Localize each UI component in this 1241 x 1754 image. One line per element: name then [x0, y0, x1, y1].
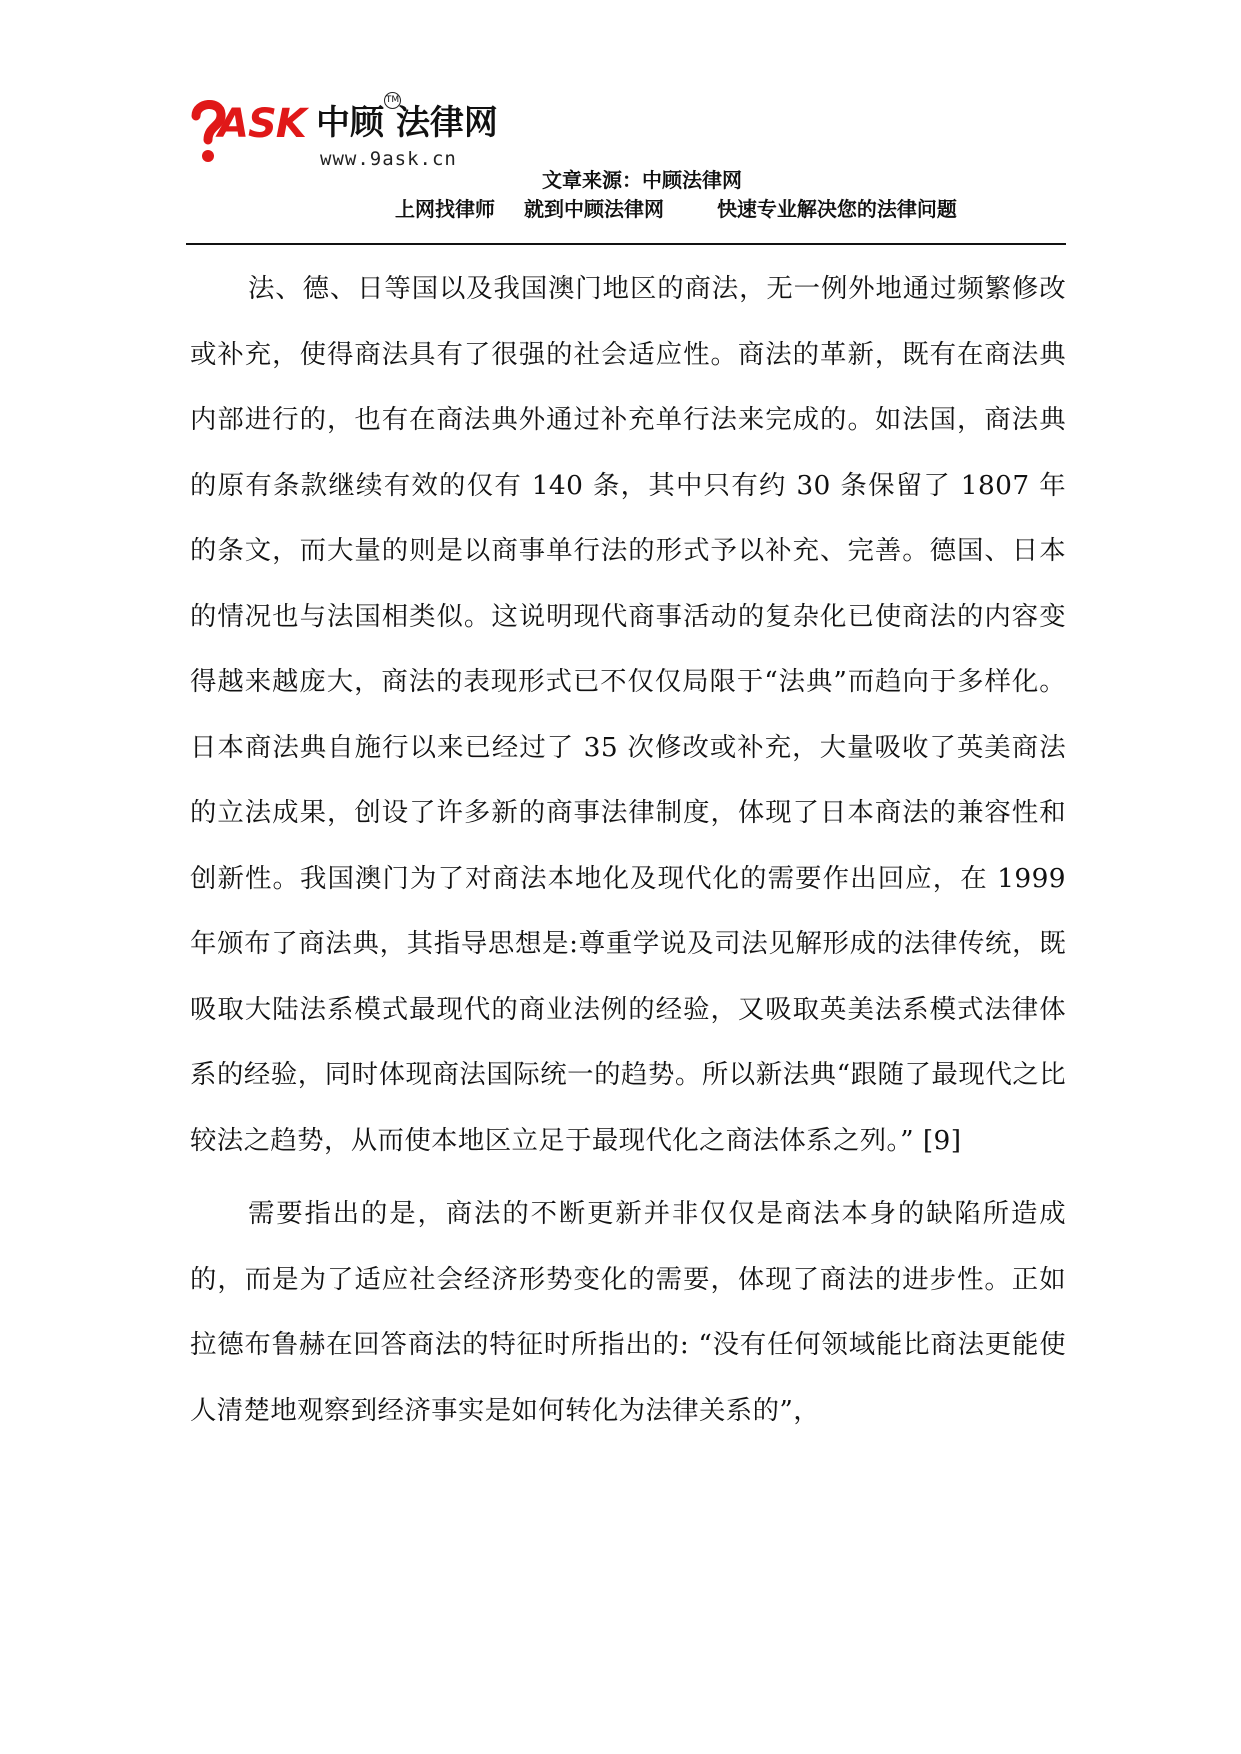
page-header: [0, 0, 1241, 250]
logo-url: www.9ask.cn: [320, 148, 457, 170]
article-source: 文章来源：中顾法律网: [542, 168, 742, 192]
logo-brand-chinese: 中顾 法律网: [316, 103, 498, 143]
site-slogan: [395, 193, 957, 222]
slogan-part-2: 就到中顾法律网: [523, 197, 664, 221]
body-paragraph: 法、德、日等国以及我国澳门地区的商法，无一例外地通过频繁修改或补充，使得商法具有了很强的社会适应性。商法的革新，既有在商法典内部进行的，也有在商法典外通过补充单行法来完成的。如法国，商法典的原有条款继续有效的仅有 140 条，其中只有约 30 条保留了 1807 年的条文，而大量的则是以商事单行法的形式予以补充、完善。德国、日本的情况也与法国相类似。这说明现代商事活动的复杂化已使商法的内容变得越来越庞大，商法的表现形式已不仅仅局限于“法典”而趋向于多样化。日本商法典自施行以来已经过了 35 次修改或补充，大量吸收了英美商法的立法成果，创设了许多新的商事法律制度，体现了日本商法的兼容性和创新性。我国澳门为了对商法本地化及现代化的需要作出回应，在 1999 年颁布了商法典，其指导思想是:尊重学说及司法见解形成的法律传统，既吸取大陆法系模式最现代的商业法例的经验，又吸取英美法系模式法律体系的经验，同时体现商法国际统一的趋势。所以新法典“跟随了最现代之比较法之趋势，从而使本地区立足于最现代化之商法体系之列。” [9]: [190, 273, 1066, 1156]
header-divider: [186, 243, 1066, 245]
trademark-badge: TM: [384, 92, 401, 109]
article-body: [190, 256, 1066, 1443]
site-logo[interactable]: [188, 92, 508, 184]
slogan-part-1: 上网找律师: [395, 197, 495, 221]
logo-brand-latin: ASK: [218, 101, 306, 147]
body-paragraph: 需要指出的是，商法的不断更新并非仅仅是商法本身的缺陷所造成的，而是为了适应社会经济形势变化的需要，体现了商法的进步性。正如拉德布鲁赫在回答商法的特征时所指出的: “没有任何领域能比商法更能使人清楚地观察到经济事实是如何转化为法律关系的”，: [190, 1198, 1066, 1426]
slogan-part-3: 快速专业解决您的法律问题: [716, 197, 957, 221]
